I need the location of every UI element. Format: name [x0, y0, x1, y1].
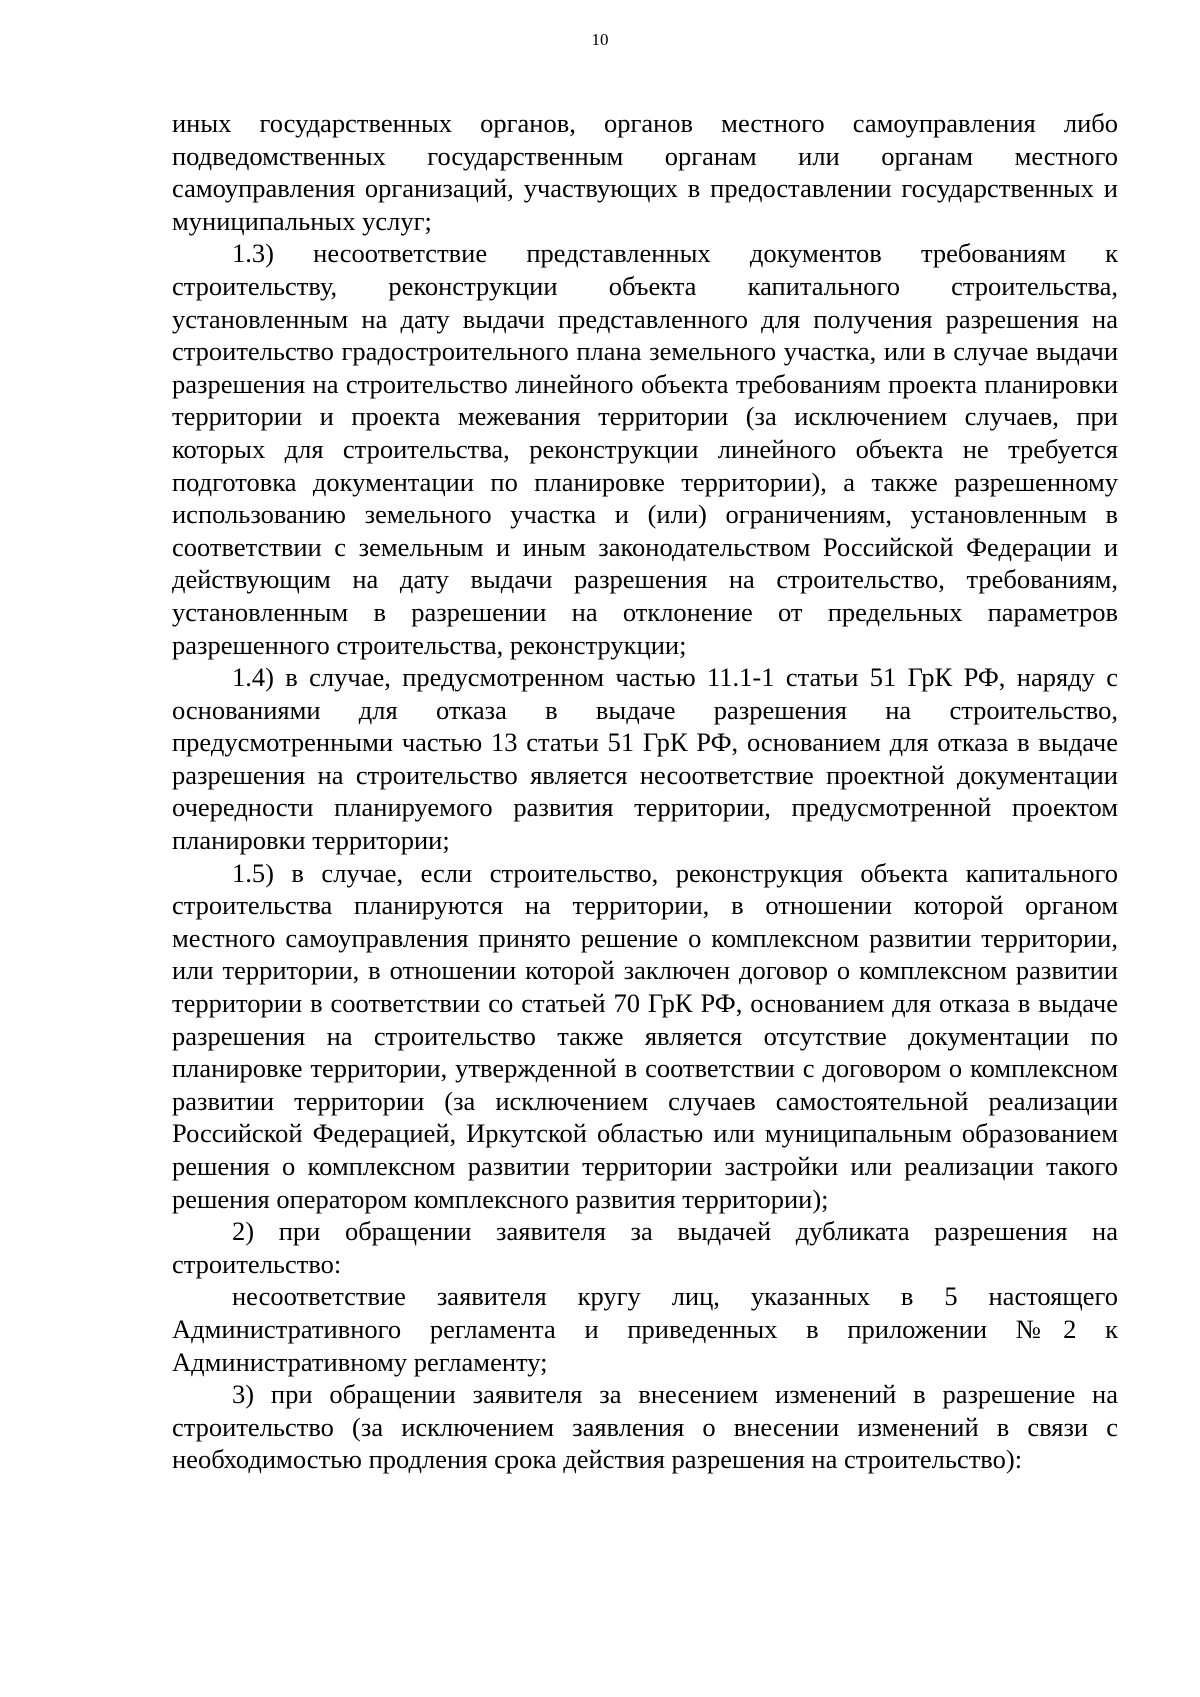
paragraph-3: 3) при обращении заявителя за внесением изменений в разрешение на строительство (за исключением заявления о внесении изменений в связи с необходимостью продления срока действия разрешения на строительство):: [172, 1379, 1118, 1475]
paragraph-1-3: 1.3) несоответствие представленных документов требованиям к строительству, реконструкции объекта капитального строительства, установленным на дату выдачи представленного для получения разрешения на строительство градостроительного плана земельного участка, или в случае выдачи разрешения на строительство линейного объекта требованиям проекта планировки территории и проекта межевания территории (за исключением случаев, при которых для строительства, реконструкции линейного объекта не требуется подготовка документации по планировке территории), а также разрешенному использованию земельного участка и (или) ограничениям, установленным в соответствии с земельным и иным законодательством Российской Федерации и действующим на дату выдачи разрешения на строительство, требованиям, установленным в разрешении на отклонение от предельных параметров разрешенного строительства, реконструкции;: [172, 238, 1118, 660]
paragraph-continuation: иных государственных органов, органов местного самоуправления либо подведомственных государственным органам или органам местного самоуправления организаций, участвующих в предоставлении государственных и муниципальных услуг;: [172, 108, 1118, 236]
paragraph-1-5: 1.5) в случае, если строительство, реконструкция объекта капитального строительства планируются на территории, в отношении которой органом местного самоуправления принято решение о комплексном развитии территории, или территории, в отношении которой заключен договор о комплексном развитии территории в соответствии со статьей 70 ГрК РФ, основанием для отказа в выдаче разрешения на строительство также является отсутствие документации по планировке территории, утвержденной в соответствии с договором о комплексном развитии территории (за исключением случаев самостоятельной реализации Российской Федерацией, Иркутской областью или муниципальным образованием решения о комплексном развитии территории застройки или реализации такого решения оператором комплексного развития территории);: [172, 857, 1118, 1214]
paragraph-2-detail: несоответствие заявителя кругу лиц, указанных в 5 настоящего Административного регламента и приведенных в приложении №2 к Административному регламенту;: [172, 1281, 1118, 1377]
page-number: 10: [591, 30, 609, 49]
paragraph-1-4: 1.4) в случае, предусмотренном частью 11.1-1 статьи 51 ГрК РФ, наряду с основаниями для отказа в выдаче разрешения на строительство, предусмотренными частью 13 статьи 51 ГрК РФ, основанием для отказа в выдаче разрешения на строительство является несоответствие проектной документации очередности планируемого развития территории, предусмотренной проектом планировки территории;: [172, 662, 1118, 856]
paragraph-2: 2) при обращении заявителя за выдачей дубликата разрешения на строительство:: [172, 1216, 1118, 1279]
document-body: [172, 107, 1118, 1476]
